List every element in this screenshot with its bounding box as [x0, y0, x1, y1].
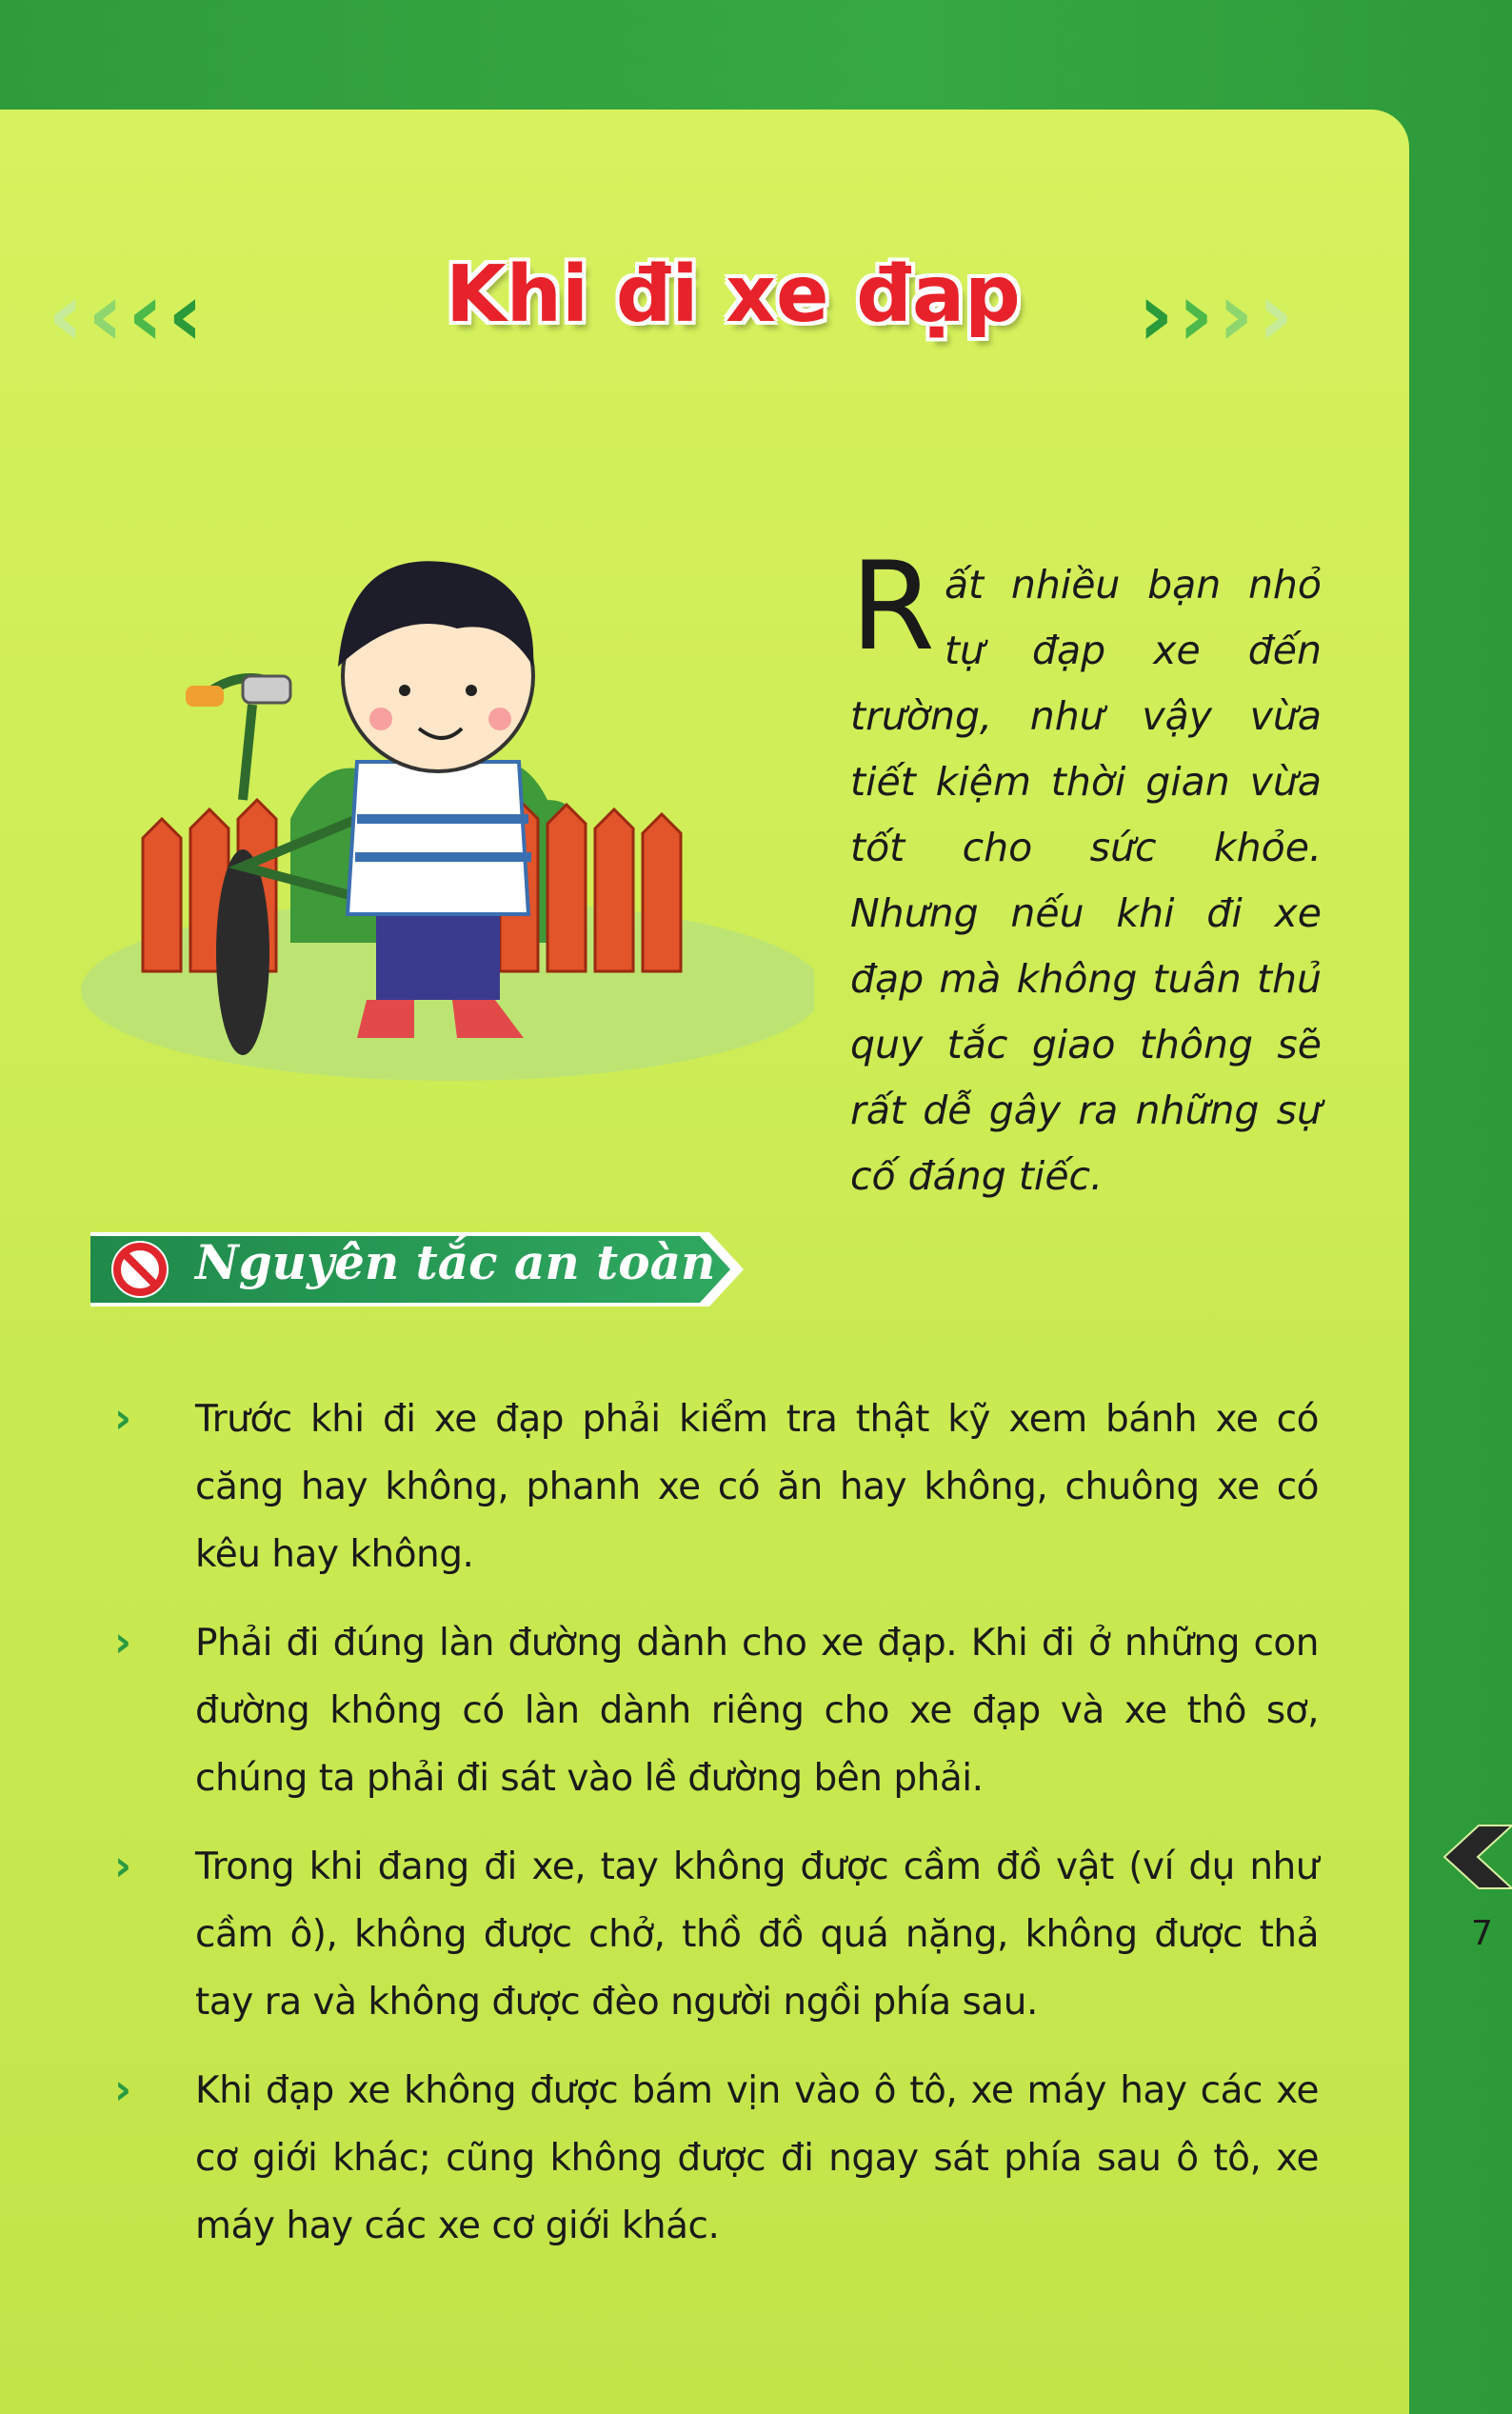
chevron-right-icon: › [1217, 264, 1254, 366]
page-title: Khi đi xe đạp [446, 249, 1021, 340]
rule-text: Trong khi đang đi xe, tay không được cầm đồ vật (ví dụ như cầm ô), không được chở, thồ đồ quá nặng, không được thả tay ra và không được đèo người ngồi phía sau. [195, 1845, 1319, 2024]
section-heading: Nguyên tắc an toàn [195, 1234, 716, 1290]
list-item [114, 2057, 1319, 2260]
right-chevrons-decoration [1138, 264, 1294, 366]
drop-cap: R [850, 536, 935, 678]
chevron-bullet-icon: › [114, 1394, 132, 1443]
page-tab-chevron-icon [1442, 1824, 1512, 1890]
chevron-bullet-icon: › [114, 2065, 132, 2114]
rule-text: Khi đạp xe không được bám vịn vào ô tô, xe máy hay các xe cơ giới khác; cũng không được đi ngay sát phía sau ô tô, xe máy hay các xe cơ giới khác. [195, 2069, 1319, 2247]
chevron-right-icon: › [1257, 264, 1294, 366]
chevron-left-icon: ‹ [127, 264, 164, 366]
rule-text: Trước khi đi xe đạp phải kiểm tra thật kỹ xem bánh xe có căng hay không, phanh xe có ăn hay không, chuông xe có kêu hay không. [195, 1398, 1319, 1576]
intro-text: ất nhiều bạn nhỏ tự đạp xe đến trường, như vậy vừa tiết kiệm thời gian vừa tốt cho sức khỏe. Nhưng nếu khi đi xe đạp mà không tuân thủ quy tắc giao thông sẽ rất dễ gây ra những sự cố đáng tiếc. [850, 562, 1322, 1199]
chevron-left-icon: ‹ [48, 264, 84, 366]
chevron-bullet-icon: › [114, 1842, 132, 1890]
page-number: 7 [1471, 1914, 1493, 1953]
no-entry-icon [111, 1241, 169, 1298]
safety-rules-list [114, 1386, 1319, 2281]
chevron-right-icon: › [1177, 264, 1214, 366]
rule-text: Phải đi đúng làn đường dành cho xe đạp. Khi đi ở những con đường không có làn dành riêng cho xe đạp và xe thô sơ, chúng ta phải đi sát vào lề đường bên phải. [195, 1622, 1319, 1800]
list-item [114, 1386, 1319, 1588]
list-item [114, 1609, 1319, 1812]
chevron-bullet-icon: › [114, 1618, 132, 1666]
chevron-left-icon: ‹ [87, 264, 124, 366]
chevron-left-icon: ‹ [167, 264, 204, 366]
list-item [114, 1833, 1319, 2036]
boy-with-bicycle-illustration [52, 533, 814, 1095]
left-chevrons-decoration [48, 264, 204, 366]
intro-paragraph [850, 536, 1322, 1209]
chevron-right-icon: › [1138, 264, 1174, 366]
